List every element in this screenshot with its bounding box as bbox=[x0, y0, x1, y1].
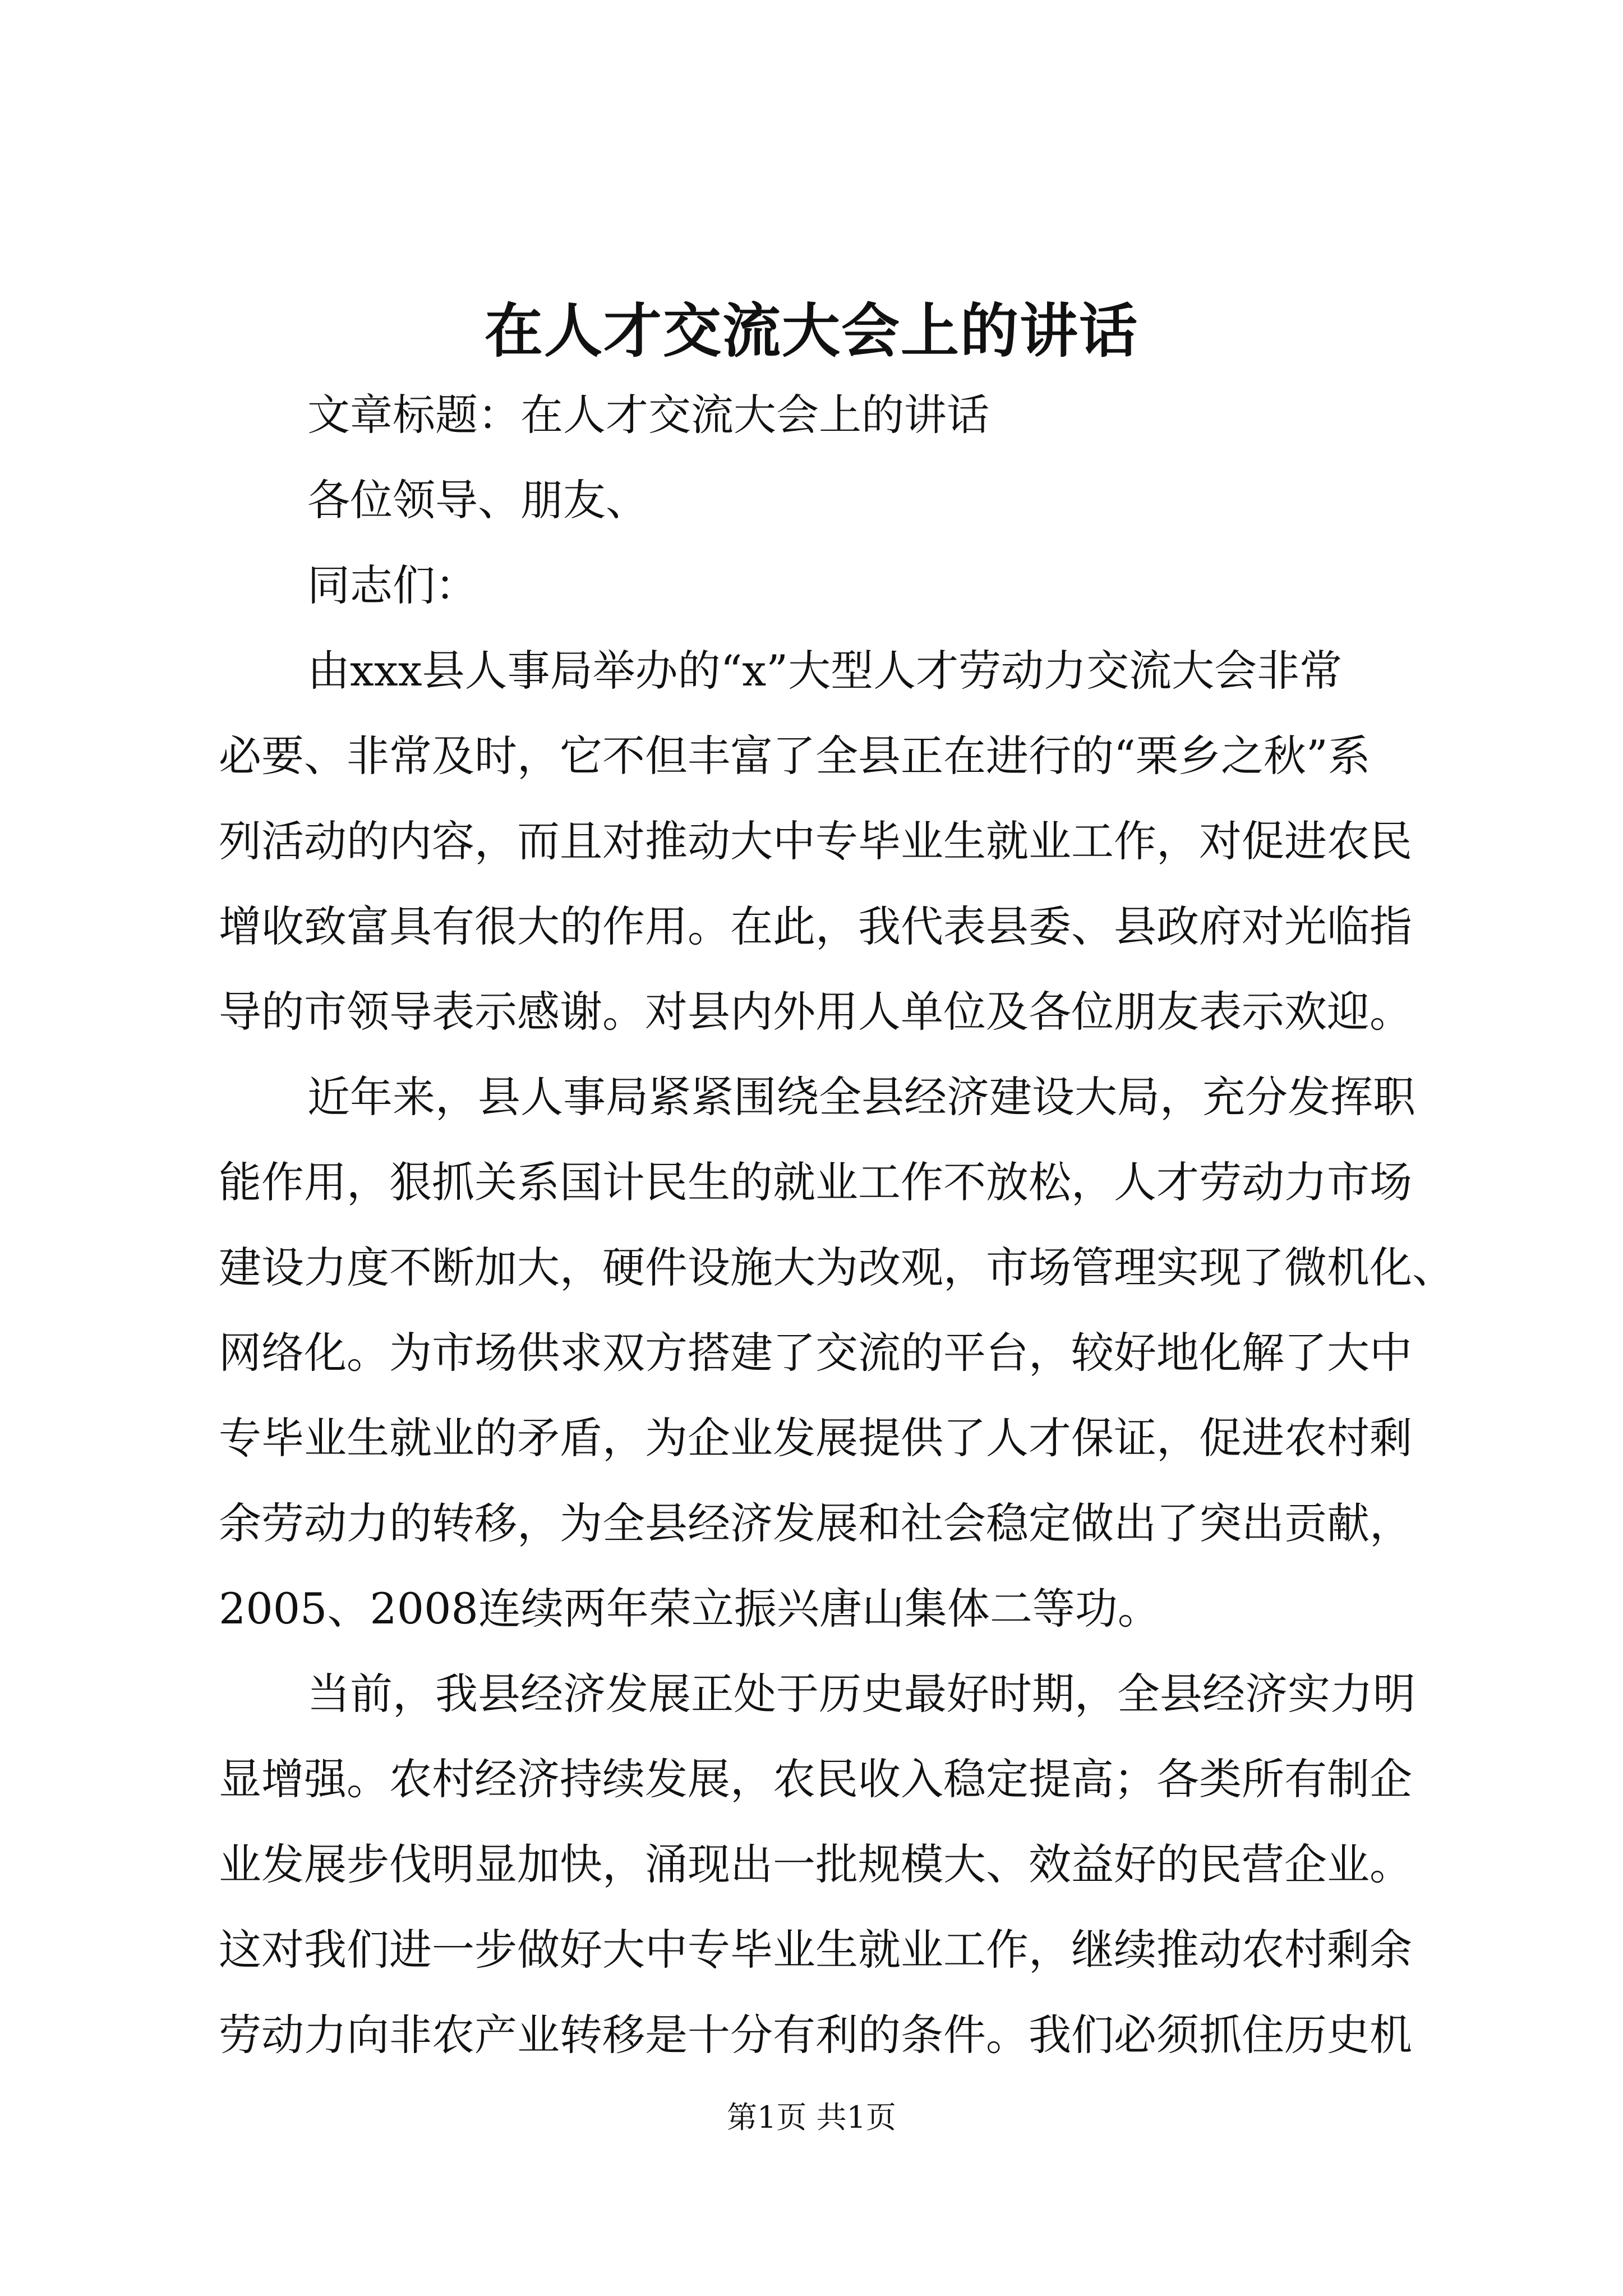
paragraph-3-line-1: 当前，我县经济发展正处于历史最好时期，全县经济实力明 bbox=[307, 1669, 1415, 1719]
salutation-line-2: 同志们： bbox=[307, 560, 478, 610]
paragraph-3-line-4: 这对我们进一步做好大中专毕业生就业工作，继续推动农村剩余 bbox=[219, 1925, 1412, 1975]
page-number: 第1页 共1页 bbox=[727, 2100, 896, 2135]
document-title: 在人才交流大会上的讲话 bbox=[484, 296, 1138, 365]
paragraph-1-line-2: 必要、非常及时，它不但丰富了全县正在进行的“栗乡之秋”系 bbox=[219, 731, 1371, 781]
paragraph-3-line-5: 劳动力向非农产业转移是十分有利的条件。我们必须抓住历史机 bbox=[219, 2010, 1412, 2060]
salutation-line-1: 各位领导、朋友、 bbox=[307, 475, 648, 525]
page-footer bbox=[0, 2098, 1623, 2137]
paragraph-1-line-3: 列活动的内容，而且对推动大中专毕业生就业工作，对促进农民 bbox=[219, 816, 1412, 866]
article-title-line: 文章标题：在人才交流大会上的讲话 bbox=[307, 390, 989, 440]
paragraph-2-line-7: 2005、2008连续两年荣立振兴唐山集体二等功。 bbox=[219, 1584, 1160, 1634]
paragraph-2-line-4: 网络化。为市场供求双方搭建了交流的平台，较好地化解了大中 bbox=[219, 1328, 1412, 1378]
paragraph-2-line-6: 余劳动力的转移，为全县经济发展和社会稳定做出了突出贡献， bbox=[219, 1498, 1412, 1548]
paragraph-2-line-2: 能作用，狠抓关系国计民生的就业工作不放松，人才劳动力市场 bbox=[219, 1157, 1412, 1207]
paragraph-1-line-4: 增收致富具有很大的作用。在此，我代表县委、县政府对光临指 bbox=[219, 901, 1412, 951]
paragraph-3-line-2: 显增强。农村经济持续发展，农民收入稳定提高；各类所有制企 bbox=[219, 1754, 1412, 1804]
paragraph-3-line-3: 业发展步伐明显加快，涌现出一批规模大、效益好的民营企业。 bbox=[219, 1839, 1412, 1889]
paragraph-2-line-5: 专毕业生就业的矛盾，为企业发展提供了人才保证，促进农村剩 bbox=[219, 1413, 1412, 1463]
paragraph-1-line-5: 导的市领导表示感谢。对县内外用人单位及各位朋友表示欢迎。 bbox=[219, 987, 1412, 1037]
paragraph-2-line-3: 建设力度不断加大，硬件设施大为改观，市场管理实现了微机化、 bbox=[219, 1243, 1455, 1292]
paragraph-1-line-1: 由xxx县人事局举办的“x”大型人才劳动力交流大会非常 bbox=[307, 646, 1343, 696]
paragraph-2-line-1: 近年来，县人事局紧紧围绕全县经济建设大局，充分发挥职 bbox=[307, 1072, 1415, 1122]
